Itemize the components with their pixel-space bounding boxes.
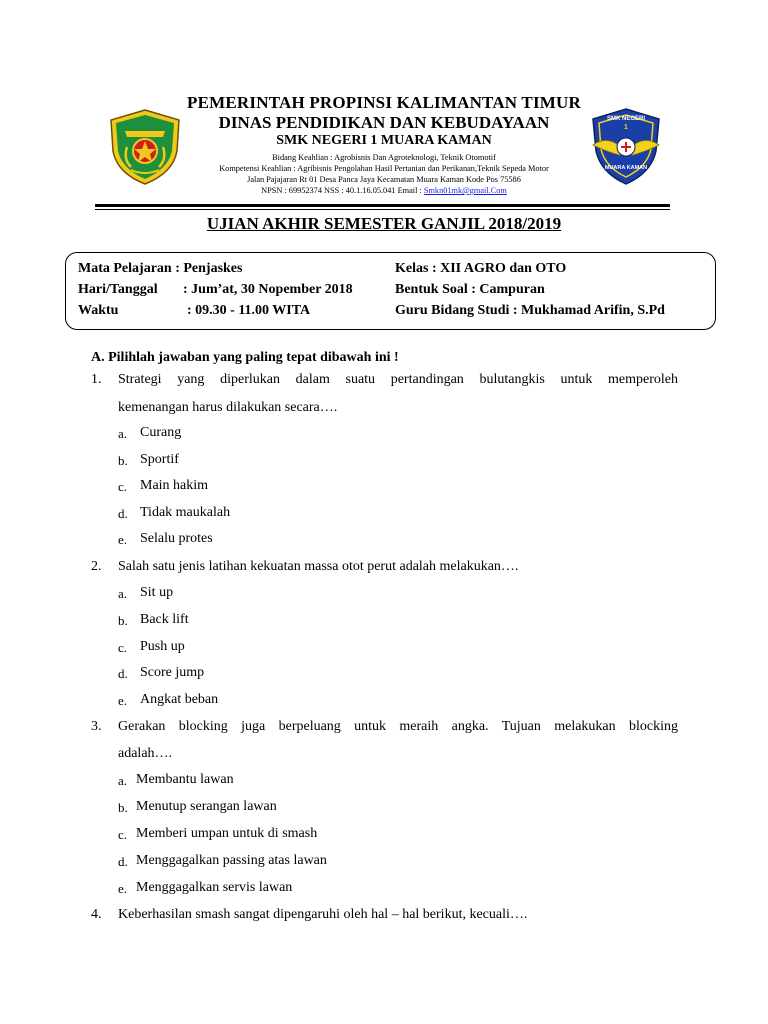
question-2-number: 2. [91, 559, 102, 574]
question-2-option-letter: c. [118, 640, 128, 655]
info-date-value: : Jum’at, 30 Nopember 2018 [183, 282, 353, 297]
question-4-text: Keberhasilan smash sangat dipengaruhi oleh hal – hal berikut, kecuali…. [118, 907, 528, 922]
question-1-option-e[interactable]: Selalu protes [140, 531, 213, 546]
question-2-option-b[interactable]: Back lift [140, 612, 189, 627]
section-a-instruction: A. Pilihlah jawaban yang paling tepat dibawah ini ! [91, 350, 399, 365]
question-2-option-e[interactable]: Angkat beban [140, 692, 219, 707]
question-3-option-letter: a. [118, 773, 128, 788]
question-2-option-letter: d. [118, 666, 128, 681]
info-class: Kelas : XII AGRO dan OTO [395, 261, 567, 276]
question-3-option-c[interactable]: Memberi umpan untuk di smash [136, 826, 318, 841]
question-1-option-letter: d. [118, 506, 128, 521]
question-1-option-letter: b. [118, 453, 128, 468]
info-time-label: Waktu [78, 303, 119, 318]
header-address: Jalan Pajajaran Rt 01 Desa Panca Jaya Kecamatan Muara Kaman Kode Pos 75586 [247, 175, 521, 184]
badge-bottom-text: MUARA KAMAN [604, 165, 648, 171]
question-2-option-c[interactable]: Push up [140, 639, 185, 654]
question-2-option-letter: b. [118, 613, 128, 628]
header-npsn: NPSN : 69952374 NSS : 40.1.16.05.041 Email : [261, 186, 424, 195]
info-time-value: : 09.30 - 11.00 WITA [187, 303, 311, 318]
header-competencies: Kompetensi Keahlian : Agribisnis Pengolahan Hasil Pertanian dan Perikanan,Teknik Sepeda Motor [219, 164, 549, 173]
info-question-type: Bentuk Soal : Campuran [395, 282, 545, 297]
question-1-option-a[interactable]: Curang [140, 425, 182, 440]
question-4-number: 4. [91, 907, 102, 922]
exam-title: UJIAN AKHIR SEMESTER GANJIL 2018/2019 [206, 214, 562, 233]
question-1-text-cont: kemenangan harus dilakukan secara…. [118, 400, 338, 415]
question-2-text: Salah satu jenis latihan kekuatan massa otot perut adalah melakukan…. [118, 559, 519, 574]
question-3-number: 3. [91, 719, 102, 734]
question-3-option-letter: d. [118, 854, 128, 869]
info-date-label: Hari/Tanggal [78, 282, 158, 297]
question-1-option-letter: a. [118, 426, 128, 441]
question-1-option-d[interactable]: Tidak maukalah [140, 505, 231, 520]
header-divider-thick [95, 204, 670, 207]
question-2-option-a[interactable]: Sit up [140, 585, 174, 600]
question-3-option-e[interactable]: Menggagalkan servis lawan [136, 880, 293, 895]
header-divider-thin [95, 209, 670, 210]
info-subject: Mata Pelajaran : Penjaskes [78, 261, 243, 276]
header-contact [0, 186, 768, 196]
header-school-name: SMK NEGERI 1 MUARA KAMAN [276, 133, 492, 148]
question-3-text: Gerakan blocking juga berpeluang untuk meraih angka. Tujuan melakukan blocking [118, 719, 678, 734]
question-1-number: 1. [91, 372, 102, 387]
question-3-option-letter: b. [118, 800, 128, 815]
email-link[interactable]: Smkn01mk@gmail.Com [423, 186, 507, 195]
question-1-option-b[interactable]: Sportif [140, 452, 179, 467]
question-2-option-d[interactable]: Score jump [140, 665, 205, 680]
header-government: PEMERINTAH PROPINSI KALIMANTAN TIMUR [187, 93, 581, 112]
question-2-option-letter: e. [118, 693, 128, 708]
question-3-option-letter: e. [118, 881, 128, 896]
question-3-option-a[interactable]: Membantu lawan [136, 772, 234, 787]
question-3-option-b[interactable]: Menutup serangan lawan [136, 799, 277, 814]
question-1-option-letter: e. [118, 532, 128, 547]
info-teacher: Guru Bidang Studi : Mukhamad Arifin, S.Pd [395, 303, 665, 318]
question-1-option-c[interactable]: Main hakim [140, 478, 209, 493]
question-2-option-letter: a. [118, 586, 128, 601]
question-3-option-d[interactable]: Menggagalkan passing atas lawan [136, 853, 327, 868]
header-fields: Bidang Keahlian : Agrobisnis Dan Agroteknologi, Teknik Otomotif [272, 153, 496, 162]
badge-top-text: SMK NEGERI [606, 116, 645, 122]
question-3-option-letter: c. [118, 827, 128, 842]
question-1-text: Strategi yang diperlukan dalam suatu pertandingan bulutangkis untuk memperoleh [118, 372, 678, 387]
header-department: DINAS PENDIDIKAN DAN KEBUDAYAAN [218, 113, 550, 132]
question-3-text-cont: adalah…. [118, 746, 173, 761]
badge-number-text: 1 [624, 124, 628, 131]
question-1-option-letter: c. [118, 479, 128, 494]
